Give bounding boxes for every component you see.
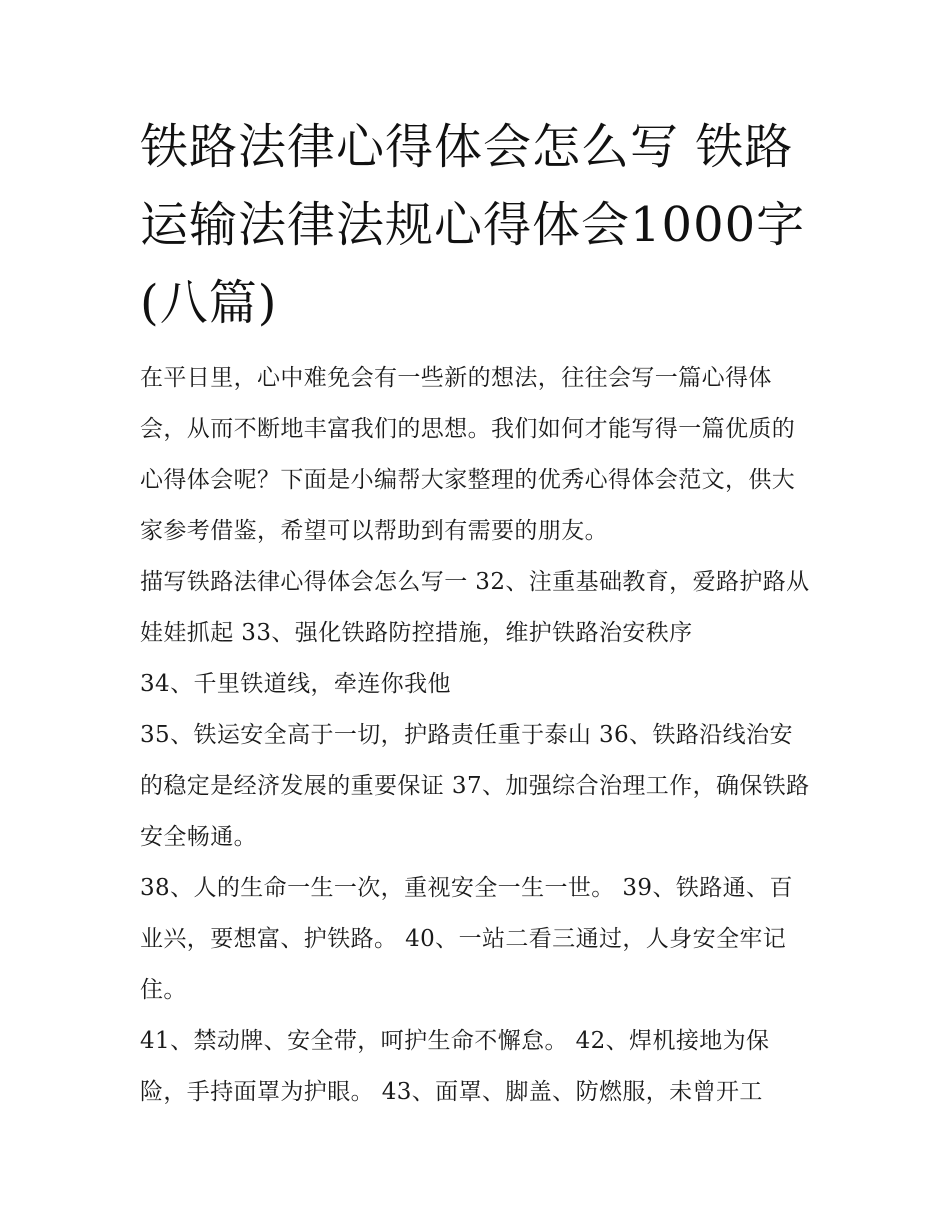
paragraph-slogans-38-40: 38、人的生命一生一次，重视安全一生一世。 39、铁路通、百业兴，要想富、护铁路。 40、一站二看三通过，人身安全牢记住。 xyxy=(140,875,793,1003)
paragraph-slogans-41-43: 41、禁动牌、安全带，呵护生命不懈怠。 42、焊机接地为保险，手持面罩为护眼。 43、面罩、脚盖、防燃服，未曾开工 xyxy=(140,1028,770,1105)
paragraph-intro: 在平日里，心中难免会有一些新的想法，往往会写一篇心得体会，从而不断地丰富我们的思想。我们如何才能写得一篇优质的心得体会呢？下面是小编帮大家整理的优秀心得体会范文，供大家参考借鉴，希望可以帮助到有需要的朋友。 xyxy=(140,365,796,544)
paragraph-slogans-35-37: 35、铁运安全高于一切，护路责任重于泰山 36、铁路沿线治安的稳定是经济发展的重要保证 37、加强综合治理工作，确保铁路安全畅通。 xyxy=(140,722,810,850)
paragraph-slogans-32-33: 描写铁路法律心得体会怎么写一 32、注重基础教育，爱路护路从娃娃抓起 33、强化铁路防控措施，维护铁路治安秩序 xyxy=(140,569,810,646)
document-body xyxy=(140,353,812,1118)
paragraph-slogan-34: 34、千里铁道线，牵连你我他 xyxy=(140,671,451,697)
document-title: 铁路法律心得体会怎么写 铁路运输法律法规心得体会1000字(八篇) xyxy=(140,119,806,331)
